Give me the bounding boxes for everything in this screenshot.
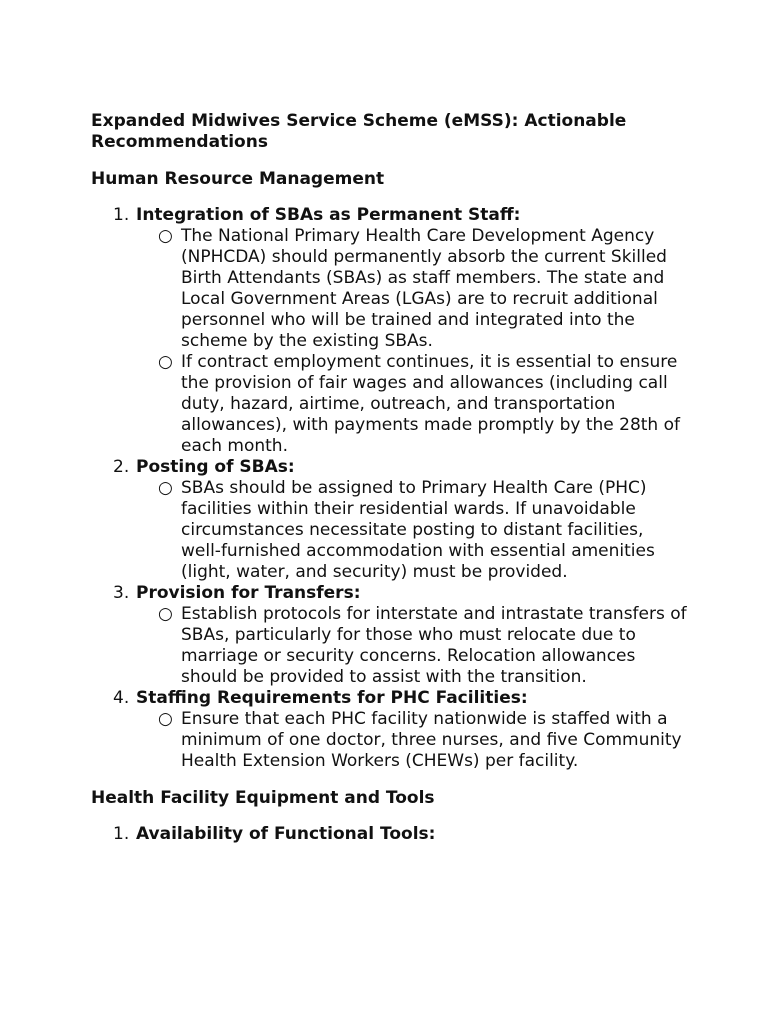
- recommendation-list: [91, 824, 688, 845]
- circle-bullet-icon: ○: [158, 478, 173, 498]
- circle-bullet-icon: ○: [158, 709, 173, 729]
- recommendation-item: [91, 583, 688, 688]
- item-title: Staffing Requirements for PHC Facilities:: [136, 688, 528, 708]
- item-number: 2.: [113, 457, 130, 477]
- sub-point-list: [136, 604, 688, 688]
- sub-point: [136, 478, 688, 583]
- item-title: Integration of SBAs as Permanent Staff:: [136, 205, 521, 225]
- sub-point-text: If contract employment continues, it is essential to ensure the provision of fair wages and allowances (including call duty, hazard, airtime, outreach, and transportation allowances), with payments made promptly by the 28th of each month.: [181, 352, 680, 456]
- section-heading-human-resource: Human Resource Management: [91, 169, 385, 189]
- item-number: 1.: [113, 824, 130, 844]
- sub-point-text: SBAs should be assigned to Primary Health Care (PHC) facilities within their residential wards. If unavoidable circumstances necessitate posting to distant facilities, well-furnished accommodation with essential amenities (light, water, and security) must be provided.: [181, 478, 655, 582]
- item-number: 4.: [113, 688, 130, 708]
- recommendation-item: [91, 824, 688, 845]
- recommendation-list: [91, 205, 688, 772]
- document-title: Expanded Midwives Service Scheme (eMSS): Actionable Recommendations: [91, 111, 627, 152]
- sub-point: [136, 352, 688, 457]
- item-number: 3.: [113, 583, 130, 603]
- item-title: Provision for Transfers:: [136, 583, 361, 603]
- item-title: Posting of SBAs:: [136, 457, 295, 477]
- circle-bullet-icon: ○: [158, 352, 173, 372]
- recommendation-item: [91, 205, 688, 457]
- item-number: 1.: [113, 205, 130, 225]
- sub-point-list: [136, 709, 688, 772]
- sub-point-list: [136, 226, 688, 457]
- sub-point-text: Establish protocols for interstate and intrastate transfers of SBAs, particularly for those who must relocate due to marriage or security concerns. Relocation allowances should be provided to assist with the transition.: [181, 604, 687, 687]
- circle-bullet-icon: ○: [158, 226, 173, 246]
- sub-point: [136, 226, 688, 352]
- item-title: Availability of Functional Tools:: [136, 824, 436, 844]
- circle-bullet-icon: ○: [158, 604, 173, 624]
- sub-point-text: The National Primary Health Care Development Agency (NPHCDA) should permanently absorb the current Skilled Birth Attendants (SBAs) as staff members. The state and Local Government Areas (LGAs) are to recruit additional personnel who will be trained and integrated into the scheme by the existing SBAs.: [181, 226, 667, 351]
- sub-point: [136, 709, 688, 772]
- sub-point-text: Ensure that each PHC facility nationwide is staffed with a minimum of one doctor, three nurses, and five Community Health Extension Workers (CHEWs) per facility.: [181, 709, 682, 771]
- recommendation-item: [91, 688, 688, 772]
- sub-point-list: [136, 478, 688, 583]
- section-heading-equipment-tools: Health Facility Equipment and Tools: [91, 788, 435, 808]
- sub-point: [136, 604, 688, 688]
- recommendation-item: [91, 457, 688, 583]
